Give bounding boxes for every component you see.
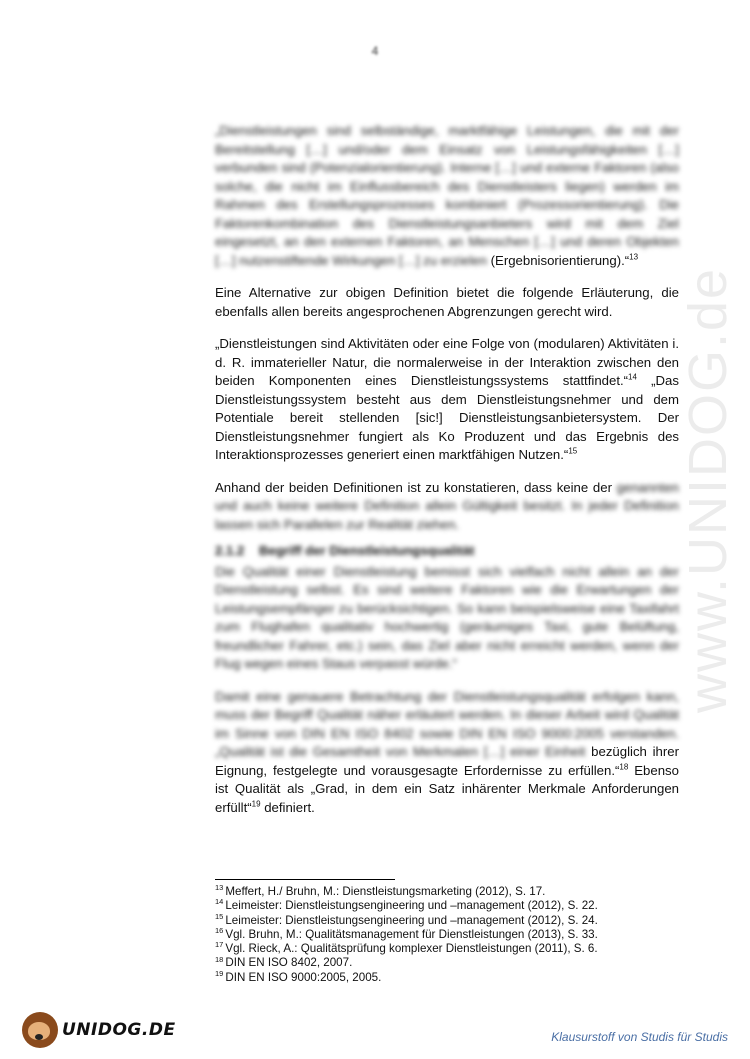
footnote — [215, 928, 685, 942]
footnote-text: Meffert, H./ Bruhn, M.: Dienstleistungsmarketing (2012), S. 17. — [225, 885, 546, 898]
blurred-text: Damit eine genauere Betrachtung der Dienstleistungsqualität erfolgen kann, muss der Begriff Qualität näher erläutert werden. In dieser Arbeit wird Qualität im Sinne von DIN EN ISO 8402 sowie DIN EN ISO 9000:2005 verstanden. „Qualität ist die Gesamtheit von Merkmalen […] einer Einheit — [215, 688, 679, 759]
footnote-number: 13 — [215, 883, 224, 893]
clear-text: Ebenso ist Qualität als „Grad, in dem ein Satz inhärenter Merkmale Anforderungen erfüllt“ — [215, 762, 679, 815]
quote-text: „Das Dienstleistungssystem besteht aus dem Dienstleistungsnehmer und dem Potentiale bereit stellenden [sic!] Dienstleistungsanbietersystem. Der Dienstleistungsnehmer fungiert als Ko Produzent und das Ergebnis des Interaktionsprozesses generiert einen marktfähigen Nutzen.“ — [215, 373, 679, 462]
quote-tail: (Ergebnisorientierung).“ — [490, 252, 630, 268]
footnote — [215, 968, 685, 985]
footnote-separator — [215, 879, 395, 880]
paragraph-quality: Die Qualität einer Dienstleistung bemisst sich vielfach nicht allein an der Dienstleistung selbst. Es sind weitere Faktoren wie die Erwartungen der Leistungsempfänger zu berücksichtigen. So kann beispielsweise eine Taxifahrt zum Flughafen qualitativ hochwertig (geräumiges Taxi, gute Belüftung, freundlicher Fahrer, etc.) sein, das Ziel aber nicht erreicht werden, wenn der Flug wegen eines Staus verpasst würde.“ — [215, 563, 679, 671]
footnote-text: Vgl. Bruhn, M.: Qualitätsmanagement für Dienstleistungen (2013), S. 33. — [225, 927, 598, 941]
blurred-text: genannten und auch keine weitere Definition allein Gültigkeit besitzt. In jeder Definition lassen sich Parallelen zur Realität ziehen. — [215, 479, 679, 532]
paragraph-alternative: Eine Alternative zur obigen Definition bietet die folgende Erläuterung, die ebenfalls allen bereits angesprochenen Abgrenzungen gerecht wird. — [215, 285, 679, 319]
footnote-text: DIN EN ISO 8402, 2007. — [225, 956, 353, 970]
footnote-text: Vgl. Rieck, A.: Qualitätsprüfung komplexer Dienstleistungen (2011), S. 6. — [225, 942, 598, 956]
footnote — [215, 911, 685, 928]
blurred-text: „Dienstleistungen sind selbständige, marktfähige Leistungen, die mit der Bereitstellung […] und/oder dem Einsatz von Leistungsfähigkeiten […] verbunden sind (Potenzialorientierung). Interne […] und externe Faktoren (also solche, die nicht im Einflussbereich des Dienstleisters liegen) werden im Rahmen des Erstellungsprozesses kombiniert (Prozessorientierung). Die Faktorenkombination des Dienstleistungsanbieters wird mit dem Ziel eingesetzt, an den externen Faktoren, an Menschen […] und deren Objekten […] nutzenstiftende Wirkungen […] zu erzielen — [215, 123, 679, 268]
quote-text: „Dienstleistungen sind Aktivitäten oder eine Folge von (modularen) Aktivitäten i. d. R. immaterieller Natur, die normalerweise in der Interaktion zwischen den beiden Komponenten eines Dienstleistungssystems stattfindet.“ — [215, 336, 679, 388]
dog-icon — [22, 1012, 58, 1048]
paragraph-conclusion — [215, 479, 679, 535]
quote-paragraph-2 — [215, 335, 679, 465]
footnote-number: 16 — [215, 926, 224, 936]
footnote — [215, 899, 685, 913]
footnote-ref: 13 — [629, 252, 639, 262]
footnote-ref: 19 — [251, 799, 261, 809]
clear-text: definiert. — [260, 799, 315, 815]
tagline: Klausurstoff von Studis für Studis — [551, 1030, 728, 1044]
logo-text: UNIDOG.DE — [62, 1020, 176, 1040]
quote-paragraph-1 — [215, 122, 679, 270]
footnote-text: Leimeister: Dienstleistungsengineering und –management (2012), S. 24. — [225, 913, 598, 927]
clear-text: bezüglich ihrer Eignung, festgelegte und vorausgesagte Erfordernisse zu erfüllen.“ — [215, 744, 679, 778]
footnote-number: 18 — [215, 954, 224, 964]
page-body — [215, 122, 679, 831]
footnote-text: DIN EN ISO 9000:2005, 2005. — [225, 970, 382, 984]
footnote — [215, 942, 685, 956]
section-heading — [215, 542, 679, 561]
heading-title: Begriff der Dienstleistungsqualität — [259, 543, 475, 558]
footnote-text: Leimeister: Dienstleistungsengineering und –management (2012), S. 22. — [225, 899, 598, 913]
footnote-ref: 14 — [628, 372, 637, 382]
footnote — [215, 885, 685, 899]
footnote-ref: 18 — [619, 762, 629, 772]
footnote — [215, 956, 685, 970]
watermark: www.UNIDOG.de — [678, 266, 738, 714]
footnote-number: 14 — [215, 897, 224, 907]
footnote-ref: 15 — [568, 446, 578, 456]
page-number: 4 — [371, 44, 379, 58]
footnotes — [215, 885, 685, 985]
heading-number: 2.1.2 — [215, 543, 245, 558]
paragraph-definition — [215, 688, 679, 818]
unidog-logo[interactable] — [22, 1010, 176, 1050]
footnote-number: 17 — [215, 940, 224, 950]
footnote-number: 15 — [215, 911, 224, 921]
clear-text: Anhand der beiden Definitionen ist zu konstatieren, dass keine der — [215, 479, 612, 495]
footnote-number: 19 — [215, 968, 224, 978]
